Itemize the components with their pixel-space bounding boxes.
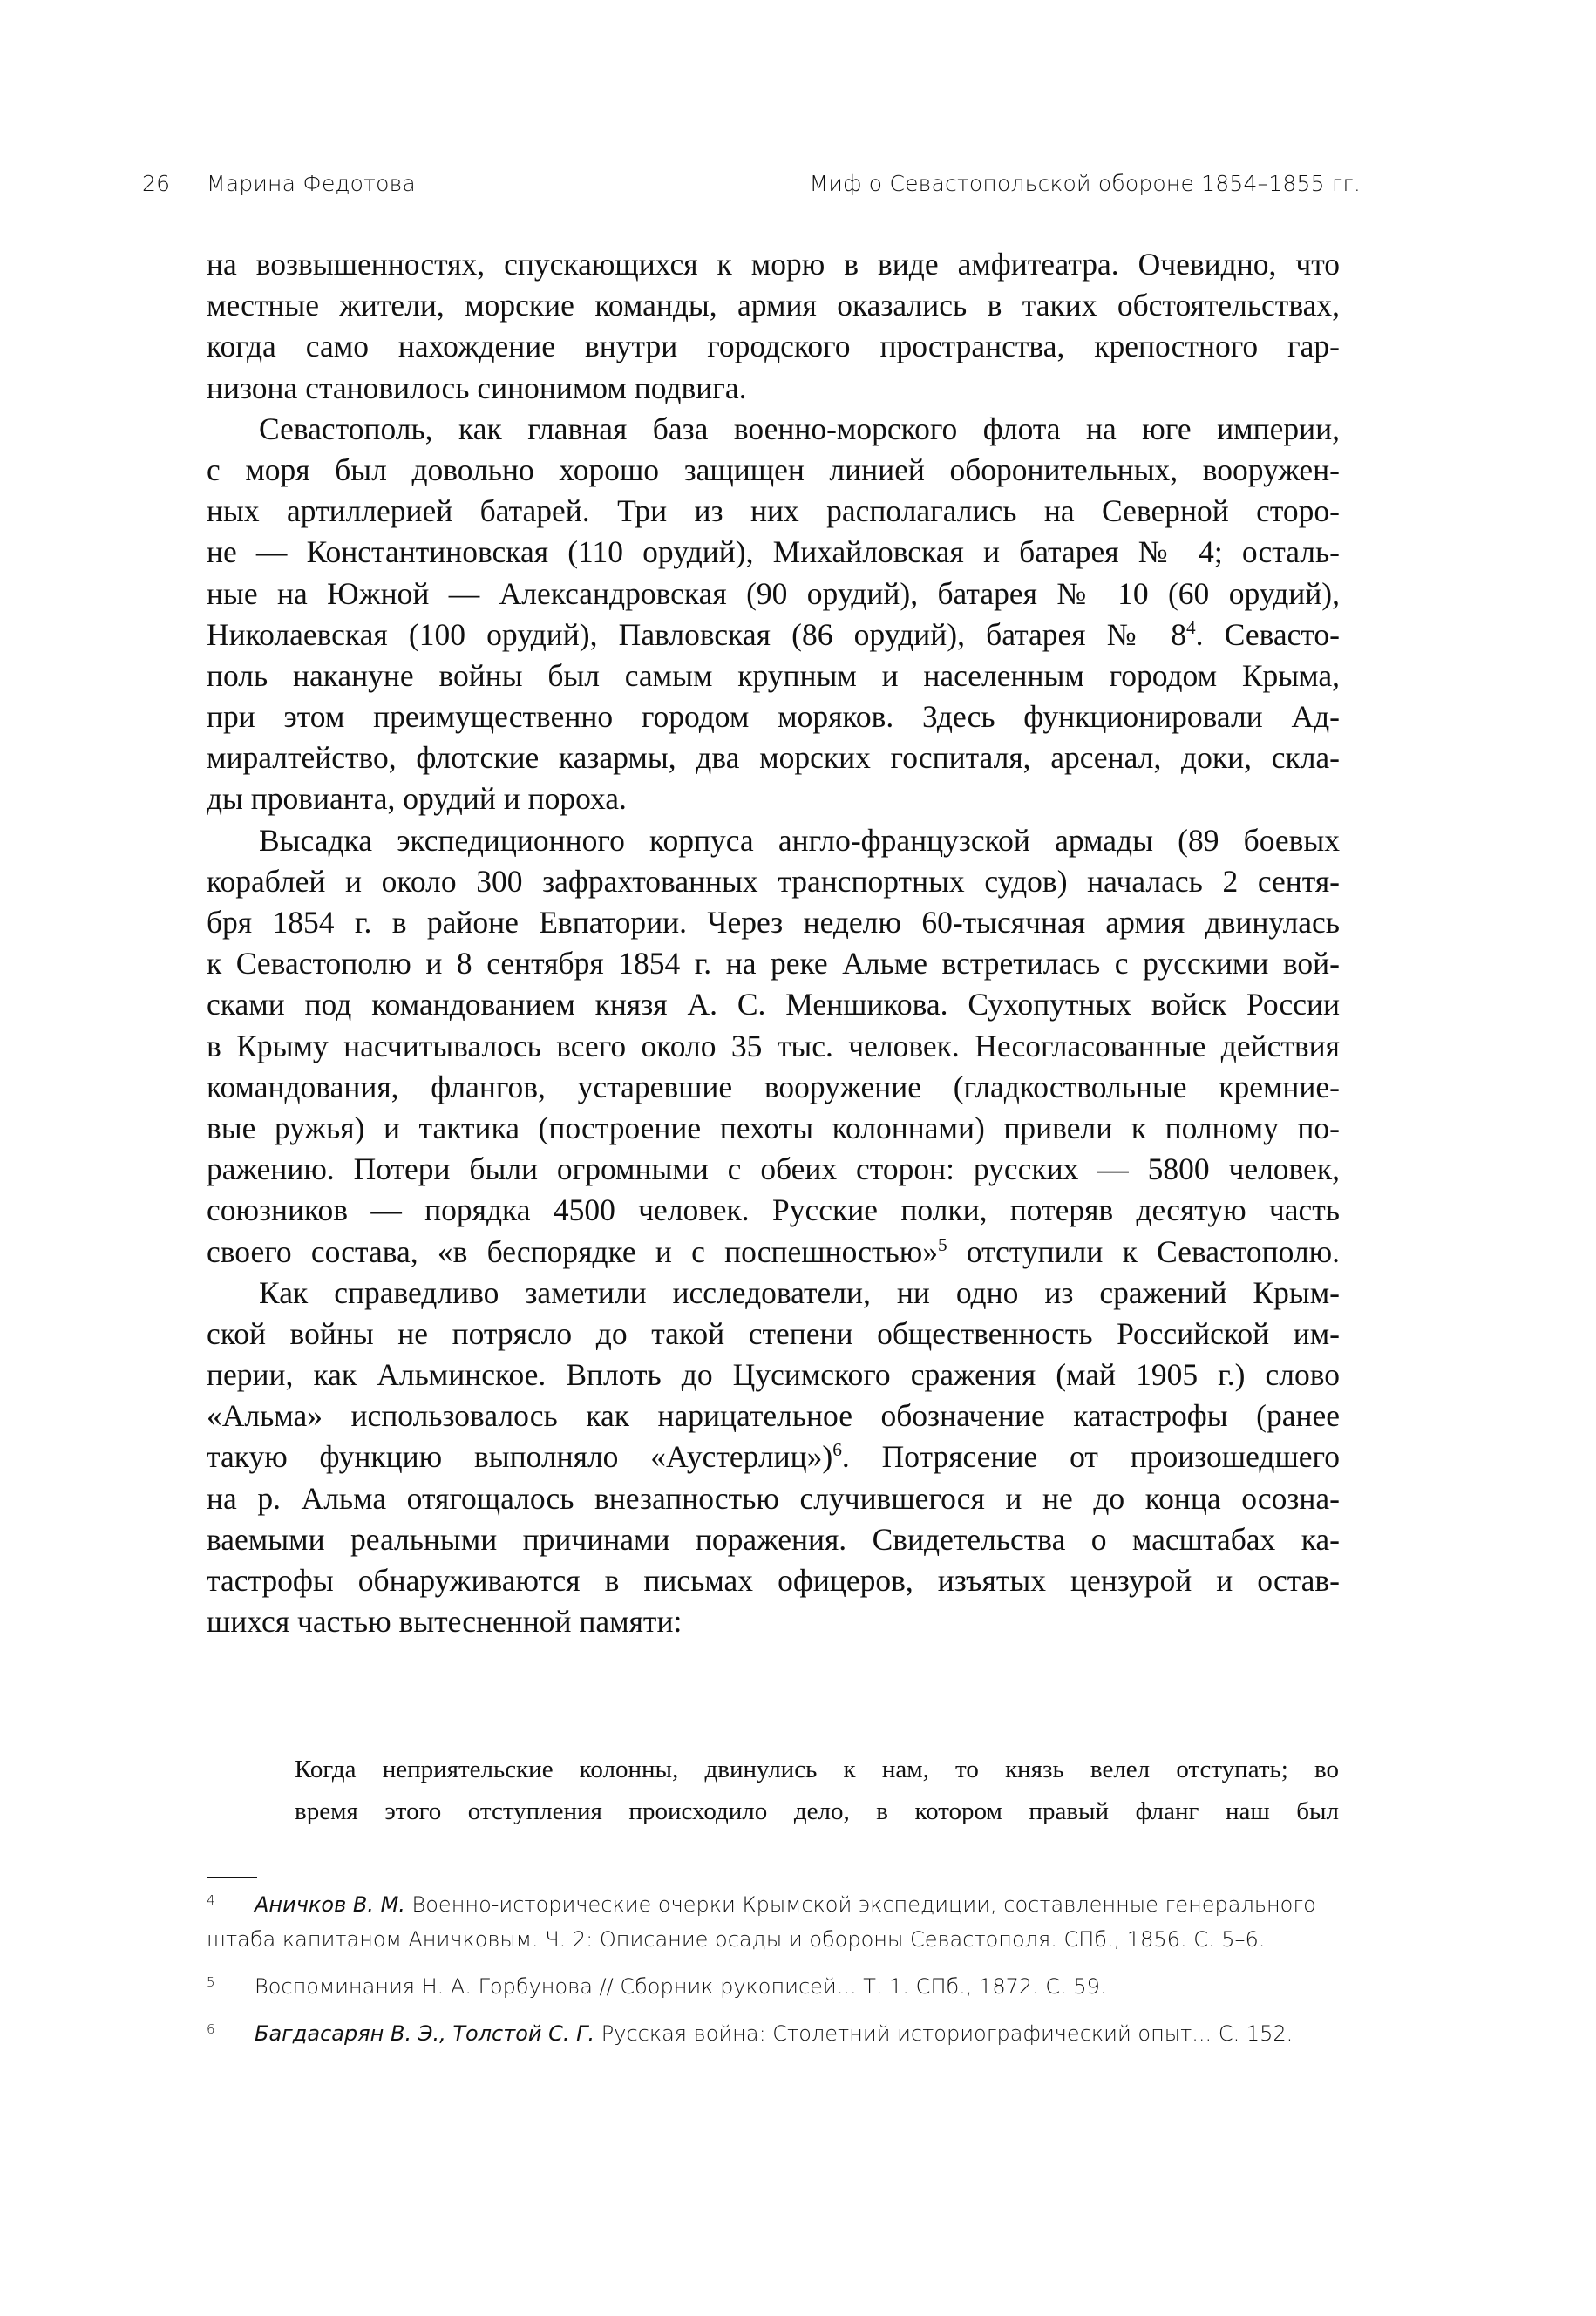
text-line: шихся частью вытесненной памяти: (207, 1604, 683, 1640)
text-line: с моря был довольно хорошо защищен линией оборонительных, вооружен- (207, 452, 1340, 487)
running-title: Миф о Севастопольской обороне 1854–1855 гг. (809, 171, 1361, 196)
text-line: Как справедливо заметили исследователи, ни одно из сражений Крым- (259, 1274, 1340, 1310)
footnote-ref-5[interactable]: 5 (938, 1233, 947, 1255)
footnote-4 (207, 1887, 1340, 1957)
text-line: Севастополь, как главная база военно-морского флота на юге империи, (259, 411, 1340, 446)
footnote-number: 4 (207, 1892, 215, 1908)
text-line: ваемыми реальными причинами поражения. Свидетельства о масштабах ка- (207, 1521, 1340, 1557)
text-line: на возвышенностях, спускающихся к морю в виде амфитеатра. Очевидно, что (207, 247, 1340, 282)
footnote-number: 5 (207, 1974, 215, 1990)
footnote-text: Воспоминания Н. А. Горбунова // Сборник рукописей... Т. 1. СПб., 1872. С. 59. (255, 1974, 1107, 1999)
footnote-author: Багдасарян В. Э., Толстой С. Г. (255, 2021, 595, 2046)
text-line: ды провианта, орудий и пороха. (207, 781, 627, 817)
block-quote (295, 1749, 1339, 1832)
text-line: Высадка экспедиционного корпуса англо-французской армады (89 боевых (259, 822, 1340, 858)
text-line: ской войны не потрясло до такой степени общественность Российской им- (207, 1315, 1340, 1351)
text-line: кораблей и около 300 зафрахтованных транспортных судов) началась 2 сентя- (207, 863, 1340, 899)
text-line: когда само нахождение внутри городского пространства, крепостного гар- (207, 329, 1340, 364)
quote-line: Когда неприятельские колонны, двинулись к нам, то князь велел отступать; во (295, 1756, 1339, 1783)
text-line: такую функцию выполняло «Аустерлиц»)$^6$. Потрясение от произошедшего (207, 1439, 1340, 1475)
text-line: на р. Альма отягощалось внезапностью случившегося и не до конца осозна- (207, 1480, 1340, 1516)
footnote-text: Русская война: Столетний историографический опыт... С. 152. (594, 2021, 1294, 2046)
text-line: в Крыму насчитывалось всего около 35 тыс. человек. Несогласованные действия (207, 1028, 1340, 1063)
footnote-5 (207, 1969, 1340, 2004)
footnote-separator (207, 1877, 257, 1878)
footnote-6 (207, 2016, 1340, 2051)
text-line: ные на Южной — Александровская (90 орудий), батарея № 10 (60 орудий), (207, 575, 1340, 611)
text-line: бря 1854 г. в районе Евпатории. Через неделю 60-тысячная армия двинулась (207, 905, 1340, 940)
text-line: ражению. Потери были огромными с обеих сторон: русских — 5800 человек, (207, 1151, 1340, 1187)
text-line: своего состава, «в беспорядке и с поспешностью»$^5$ отступили к Севастополю. (207, 1233, 1340, 1269)
text-line: тастрофы обнаруживаются в письмах офицеров, изъятых цензурой и остав- (207, 1563, 1340, 1598)
text-line: союзников — порядка 4500 человек. Русские полки, потеряв десятую часть (207, 1192, 1340, 1228)
body-text (207, 244, 1340, 1642)
text-line: низона становилось синонимом подвига. (207, 370, 747, 405)
footnotes (207, 1887, 1340, 2063)
footnote-text: Военно-исторические очерки Крымской экспедиции, составленные генерального штаба капитаном Аничковым. Ч. 2: Описание осады и обороны Севастополя. СПб., 1856. С. 5–6. (207, 1892, 1316, 1952)
text-line: вые ружья) и тактика (построение пехоты колоннами) привели к полному по- (207, 1110, 1340, 1145)
text-line: ных артиллерией батарей. Три из них располагались на Северной сторо- (207, 493, 1340, 529)
footnote-ref-4[interactable]: 4 (1185, 616, 1196, 638)
text-line: Николаевская (100 орудий), Павловская (86 орудий), батарея № $8^4$. Севасто- (207, 616, 1340, 652)
text-line: не — Константиновская (110 орудий), Михайловская и батарея № 4; осталь- (207, 534, 1340, 570)
page-number: 26 (142, 171, 171, 196)
text-line: поль накануне войны был самым крупным и населенным городом Крыма, (207, 657, 1340, 693)
footnote-author: Аничков В. М. (255, 1892, 405, 1917)
text-line: к Севастополю и 8 сентября 1854 г. на реке Альме встретилась с русскими вой- (207, 946, 1340, 981)
text-line: местные жители, морские команды, армия оказались в таких обстоятельствах, (207, 288, 1340, 323)
quote-line: время этого отступления происходило дело, в котором правый фланг наш был (295, 1797, 1339, 1825)
text-line: миралтейство, флотские казармы, два морских госпиталя, арсенал, доки, скла- (207, 740, 1340, 776)
footnote-ref-6[interactable]: 6 (832, 1439, 842, 1461)
header-author: Марина Федотова (207, 171, 416, 196)
running-header (0, 171, 1596, 206)
text-line: командования, флангов, устаревшие вооружение (гладкоствольные кремние- (207, 1069, 1340, 1104)
text-line: «Альма» использовалось как нарицательное обозначение катастрофы (ранее (207, 1398, 1340, 1434)
footnote-number: 6 (207, 2021, 215, 2037)
text-line: сками под командованием князя А. С. Меншикова. Сухопутных войск России (207, 987, 1340, 1022)
text-line: перии, как Альминское. Вплоть до Цусимского сражения (май 1905 г.) слово (207, 1357, 1340, 1393)
text-line: при этом преимущественно городом моряков. Здесь функционировали Ад- (207, 699, 1340, 735)
